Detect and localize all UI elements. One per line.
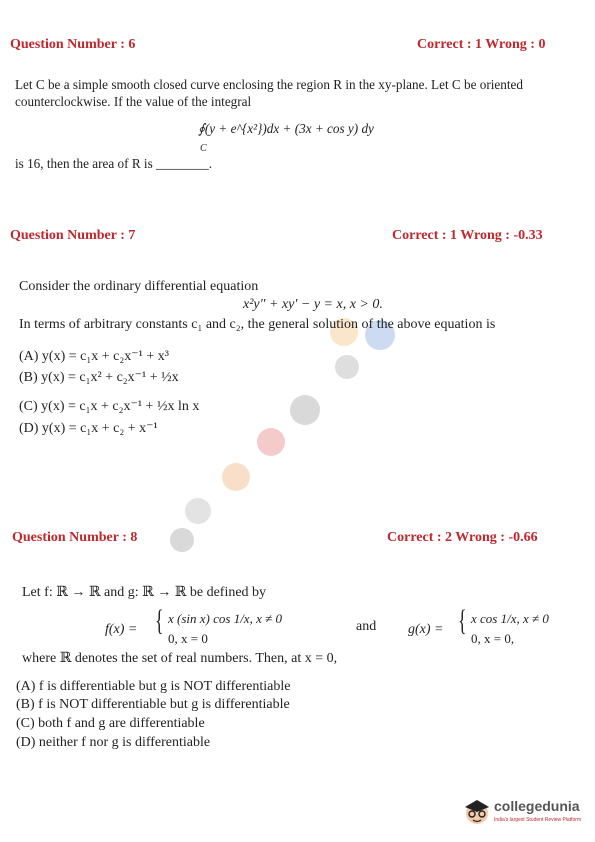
q8-f-brace: { <box>155 604 164 637</box>
q7-title: Question Number : 7 <box>10 228 136 243</box>
watermark-seal-7 <box>185 498 211 524</box>
watermark-seal-8 <box>170 528 194 552</box>
q7-option-c: (C) y(x) = c₁x + c₂x⁻¹ + ½x ln x <box>19 399 200 414</box>
q8-score: Correct : 2 Wrong : -0.66 <box>387 530 538 545</box>
q6-score: Correct : 1 Wrong : 0 <box>417 37 546 52</box>
q8-g-case1: x cos 1/x, x ≠ 0 <box>471 611 549 626</box>
q8-g-case2: 0, x = 0, <box>471 631 515 646</box>
watermark-seal-6 <box>222 463 250 491</box>
watermark-seal-5 <box>257 428 285 456</box>
q8-option-d: (D) neither f nor g is differentiable <box>16 735 211 750</box>
q6-text-line3: is 16, then the area of R is ________. <box>15 156 213 171</box>
q8-f-case2: 0, x = 0 <box>168 631 208 646</box>
mascot-icon <box>460 795 494 829</box>
q8-f-label: f(x) = <box>105 622 138 637</box>
q6-title: Question Number : 6 <box>10 37 136 52</box>
q8-title: Question Number : 8 <box>12 530 138 545</box>
q8-text-line2: where ℝ denotes the set of real numbers. Then, at x = 0, <box>22 651 338 666</box>
q8-f-case1: x (sin x) cos 1/x, x ≠ 0 <box>168 611 282 626</box>
watermark-seal-4 <box>290 395 320 425</box>
q7-text-line1: Consider the ordinary differential equation <box>19 279 259 294</box>
q7-score: Correct : 1 Wrong : -0.33 <box>392 228 543 243</box>
q7-option-d: (D) y(x) = c₁x + c₂ + x⁻¹ <box>19 421 158 436</box>
q6-text-line2: counterclockwise. If the value of the integral <box>15 94 252 109</box>
q8-option-a: (A) f is differentiable but g is NOT differentiable <box>16 679 291 694</box>
brand-tagline: India's largest Student Review Platform <box>494 817 582 823</box>
q7-option-b: (B) y(x) = c₁x² + c₂x⁻¹ + ½x <box>19 370 179 385</box>
q6-integral-sub: C <box>200 143 207 154</box>
q7-equation: x²y″ + xy′ − y = x, x > 0. <box>243 297 383 312</box>
q7-text-line2: In terms of arbitrary constants c₁ and c₂, the general solution of the above equation is <box>19 317 496 332</box>
brand-name: collegedunia <box>494 798 580 814</box>
q8-option-c: (C) both f and g are differentiable <box>16 716 205 731</box>
q8-text-line1: Let f: ℝ → ℝ and g: ℝ → ℝ be defined by <box>22 585 267 600</box>
q8-g-brace: { <box>458 604 467 637</box>
q7-option-a: (A) y(x) = c₁x + c₂x⁻¹ + x³ <box>19 349 169 364</box>
q6-text-line1: Let C be a simple smooth closed curve enclosing the region R in the xy-plane. Let C be oriented <box>15 77 523 92</box>
watermark-seal-3 <box>335 355 359 379</box>
q8-and: and <box>356 619 377 634</box>
q8-option-b: (B) f is NOT differentiable but g is differentiable <box>16 697 290 712</box>
brand-logo <box>460 795 590 831</box>
q6-integral: ∮(y + e^{x²})dx + (3x + cos y) dy <box>198 121 374 136</box>
q8-g-label: g(x) = <box>408 622 444 637</box>
